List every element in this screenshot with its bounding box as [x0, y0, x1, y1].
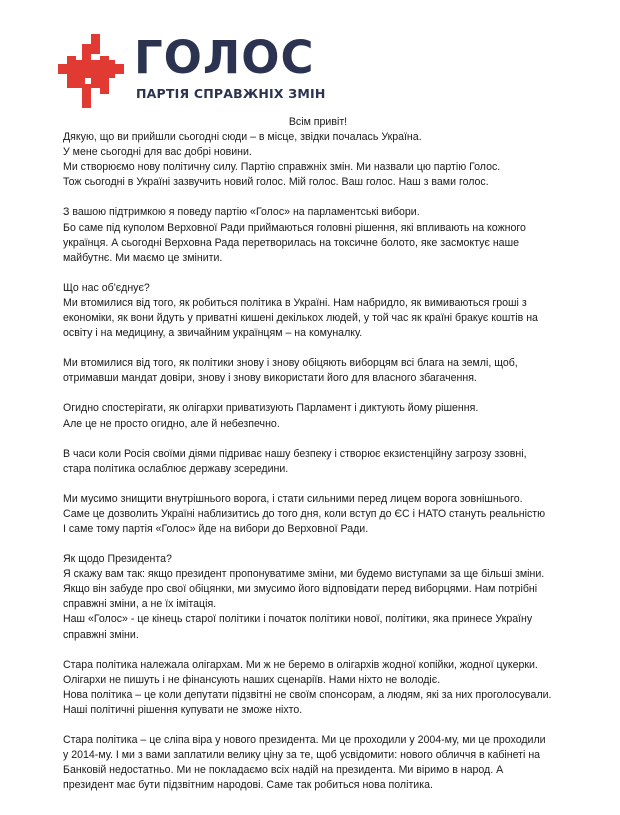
paragraph: [63, 401, 573, 431]
text-line: Як щодо Президента?: [63, 553, 172, 566]
text-line: В часи коли Росія своїми діями підриває нашу безпеку і створює екзистенційну загрозу ззовні,: [63, 447, 527, 460]
text-line: у 2014-му. І ми з вами заплатили велику ціну за те, щоб усвідомити: нового обличчя в кабінеті на: [63, 749, 541, 762]
paragraph: [63, 552, 573, 643]
text-line: справжні зміни, а не їх імітація.: [63, 598, 217, 611]
paragraph: [63, 205, 573, 265]
text-line: Ми мусимо знищити внутрішнього ворога, і стати сильними перед лицем ворога зовнішнього.: [63, 492, 523, 505]
text-line: освіту і на медицину, а звичайним українцям – на комуналку.: [63, 327, 363, 340]
text-line: Нова політика – це коли депутати підзвітні не своїм спонсорам, а людям, які за них проголосували.: [63, 688, 552, 701]
text-line: Стара політика належала олігархам. Ми ж не беремо в олігархів жодної копійки, жодної цукерки.: [63, 658, 538, 671]
text-line: Олігархи не пишуть і не фінансують наших сценаріїв. Нами ніхто не володіє.: [63, 673, 441, 686]
logo-block: [58, 64, 124, 74]
text-line: У мене сьогодні для вас добрі новини.: [63, 146, 252, 159]
text-line: Якщо він забуде про свої обіцянки, ми змусимо його відповідати перед виборцями. Нам потрібні: [63, 583, 538, 596]
text-line: президент має бути підзвітним народові. Саме так робиться нова політика.: [63, 779, 433, 792]
logo-block: [82, 84, 91, 108]
text-line: стара політика ослаблює державу зсередини.: [63, 462, 289, 475]
paragraph: [63, 658, 573, 718]
text-line: Тож сьогодні в Україні зазвучить новий голос. Мій голос. Ваш голос. Наш з вами голос.: [63, 176, 489, 189]
text-line: Я скажу вам так: якщо президент пропонуватиме зміни, ми будемо виступами за ще більші зміни.: [63, 568, 545, 581]
text-line: Саме це дозволить Україні наблизитись до того дня, коли вступ до ЄС і НАТО стануть реальністю: [63, 507, 546, 520]
text-line: Дякую, що ви прийшли сьогодні сюди – в місце, звідки почалась Україна.: [63, 131, 422, 144]
text-line: Стара політика – це сліпа віра у нового президента. Ми це проходили у 2004-му, ми це проходили: [63, 734, 546, 746]
text-line: Наші політичні рішення купувати не зможе ніхто.: [63, 703, 303, 716]
text-line: І саме тому партія «Голос» йде на вибори до Верховної Ради.: [63, 522, 369, 535]
text-line: Наш «Голос» - це кінець старої політики і початок політики нової, політики, яка принесе Україну: [63, 613, 533, 626]
text-line: Ми створюємо нову політичну силу. Партію справжніх змін. Ми назвали цю партію Голос.: [63, 161, 501, 174]
text-line: Ми втомилися від того, як робиться політика в Україні. Нам набридло, як вимиваються гроші з: [63, 296, 527, 309]
text-line: З вашою підтримкою я поведу партію «Голос» на парламентські вибори.: [63, 206, 420, 219]
text-line: справжні зміни.: [63, 628, 139, 641]
paragraph: [63, 447, 573, 477]
logo-block: [91, 78, 100, 88]
text-line: українця. А сьогодні Верховна Рада перетворилась на токсичне болото, яке засмоктує наше: [63, 236, 519, 249]
text-line: Але це не просто огидно, але й небезпечно.: [63, 417, 280, 430]
text-line: економіки, як вони йдуть у приватні кишені декількох людей, у той час як країні бракує коштів на: [63, 312, 538, 325]
speech-body: [63, 130, 573, 793]
text-line: Бо саме під куполом Верховної Ради приймаються головні рішення, які впливають на кожного: [63, 221, 526, 234]
text-line: Що нас об'єднує?: [63, 281, 150, 294]
logo-block: [100, 74, 109, 88]
logo-subtitle: ПАРТІЯ СПРАВЖНІХ ЗМІН: [136, 86, 326, 101]
party-logo: [58, 31, 338, 110]
text-line: Ми втомилися від того, як політики знову і знову обіцяють виборцям всі блага на землі, щоб,: [63, 357, 518, 370]
paragraph: [63, 733, 573, 793]
paragraph: [63, 356, 573, 386]
logo-block: [100, 88, 109, 94]
text-line: Огидно спостерігати, як олігархи приватизують Парламент і диктують йому рішення.: [63, 402, 479, 415]
paragraph: [63, 130, 573, 190]
text-line: майбутнє. Ми маємо це змінити.: [63, 251, 223, 264]
logo-title: ГОЛОС: [134, 31, 315, 84]
logo-block: [67, 74, 76, 88]
paragraph: [63, 492, 573, 537]
text-line: отримавши мандат довіри, знову і знову використати його для власного збагачення.: [63, 372, 477, 385]
paragraph: [63, 281, 573, 341]
speech-document: [63, 115, 573, 808]
greeting: Всім привіт!: [288, 116, 348, 128]
text-line: Банковій недостатньо. Ми не покладаємо всіх надій на президента. Ми віримо в народ. А: [63, 764, 504, 777]
hashtag-logo-icon: [58, 34, 124, 108]
